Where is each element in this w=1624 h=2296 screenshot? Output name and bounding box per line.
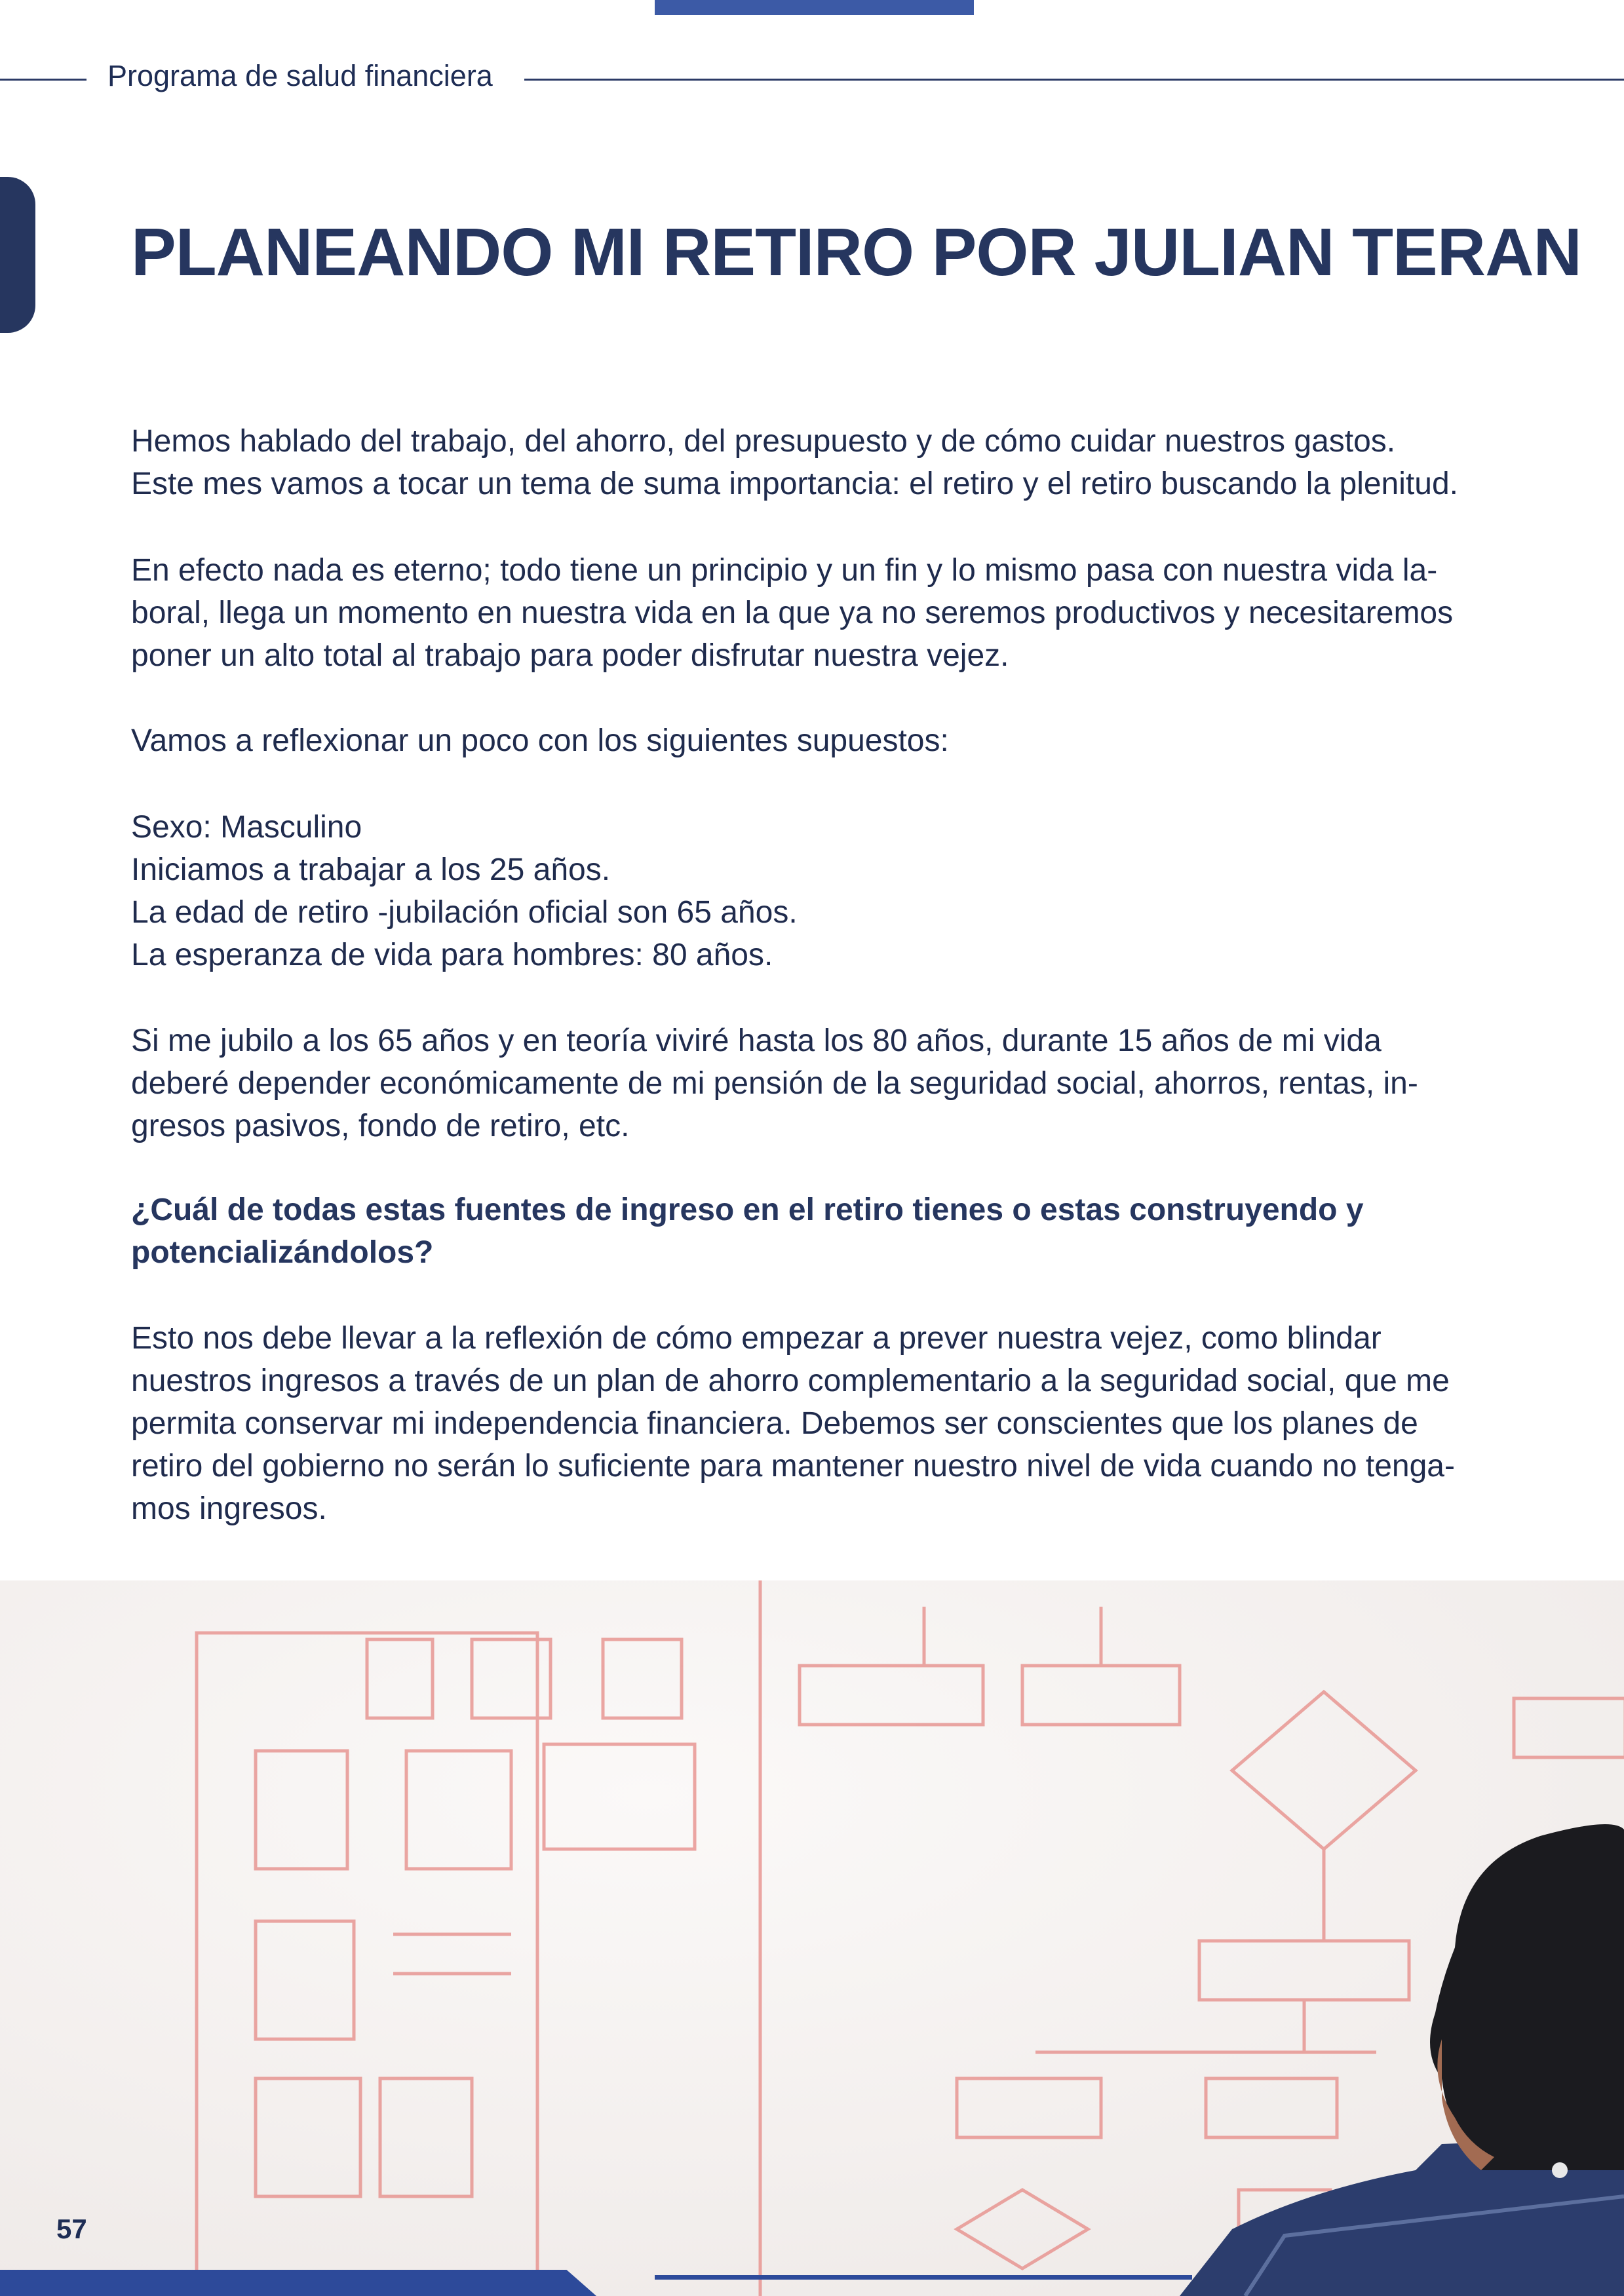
- paragraph-line: nuestros ingresos a través de un plan de ahorro complementario a la seguridad social, que me: [131, 1364, 1450, 1398]
- paragraph-line: Hemos hablado del trabajo, del ahorro, del presupuesto y de cómo cuidar nuestros gastos.: [131, 424, 1396, 459]
- question-line: ¿Cuál de todas estas fuentes de ingreso en el retiro tienes o estas construyendo y: [131, 1193, 1364, 1227]
- page-number: 57: [56, 2213, 87, 2244]
- article-title: PLANEANDO MI RETIRO POR JULIAN TERAN: [131, 214, 1581, 290]
- footer-bar: [0, 2270, 596, 2296]
- paragraph-line: gresos pasivos, fondo de retiro, etc.: [131, 1109, 630, 1143]
- paragraph-pension: [131, 1020, 1494, 1147]
- paragraph-line: Este mes vamos a tocar un tema de suma importancia: el retiro y el retiro buscando la plenitud.: [131, 467, 1458, 501]
- paragraph-line: mos ingresos.: [131, 1491, 327, 1526]
- paragraph-reflect: Vamos a reflexionar un poco con los siguientes supuestos:: [131, 723, 949, 758]
- paragraph-line: boral, llega un momento en nuestra vida en la que ya no seremos productivos y necesitaremos: [131, 596, 1454, 630]
- assumption-item: La edad de retiro -jubilación oficial son 65 años.: [131, 895, 798, 930]
- paragraph-line: retiro del gobierno no serán lo suficiente para mantener nuestro nivel de vida cuando no tenga-: [131, 1449, 1455, 1483]
- assumptions-list: [131, 806, 1494, 976]
- paragraph-line: poner un alto total al trabajo para poder disfrutar nuestra vejez.: [131, 638, 1009, 673]
- question-line: potencializándolos?: [131, 1235, 434, 1270]
- paragraph-conclusion: [131, 1317, 1494, 1530]
- paragraph-nothing-eternal: [131, 549, 1494, 677]
- paragraph-intro: [131, 420, 1494, 505]
- paragraph-line: En efecto nada es eterno; todo tiene un principio y un fin y lo mismo pasa con nuestra vida la-: [131, 553, 1438, 588]
- highlight-question: [131, 1189, 1494, 1274]
- assumption-item: La esperanza de vida para hombres: 80 años.: [131, 938, 773, 972]
- header-rule-right: [524, 79, 1624, 81]
- footer-rule: [655, 2275, 1192, 2280]
- paragraph-line: deberé depender económicamente de mi pensión de la seguridad social, ahorros, rentas, in-: [131, 1066, 1418, 1101]
- section-header: Programa de salud financiera: [107, 59, 493, 92]
- side-accent-tab: [0, 177, 35, 333]
- header-rule-left: [0, 79, 87, 81]
- paragraph-line: Si me jubilo a los 65 años y en teoría viviré hasta los 80 años, durante 15 años de mi vida: [131, 1024, 1382, 1058]
- whiteboard-photo: [0, 1580, 1624, 2296]
- assumption-item: Sexo: Masculino: [131, 810, 362, 845]
- paragraph-line: permita conservar mi independencia financiera. Debemos ser conscientes que los planes de: [131, 1406, 1418, 1441]
- paragraph-line: Esto nos debe llevar a la reflexión de cómo empezar a prever nuestra vejez, como blindar: [131, 1321, 1382, 1356]
- top-accent-tab: [655, 0, 974, 15]
- assumption-item: Iniciamos a trabajar a los 25 años.: [131, 852, 611, 887]
- whiteboard-sketch-illustration: [0, 1580, 1624, 2296]
